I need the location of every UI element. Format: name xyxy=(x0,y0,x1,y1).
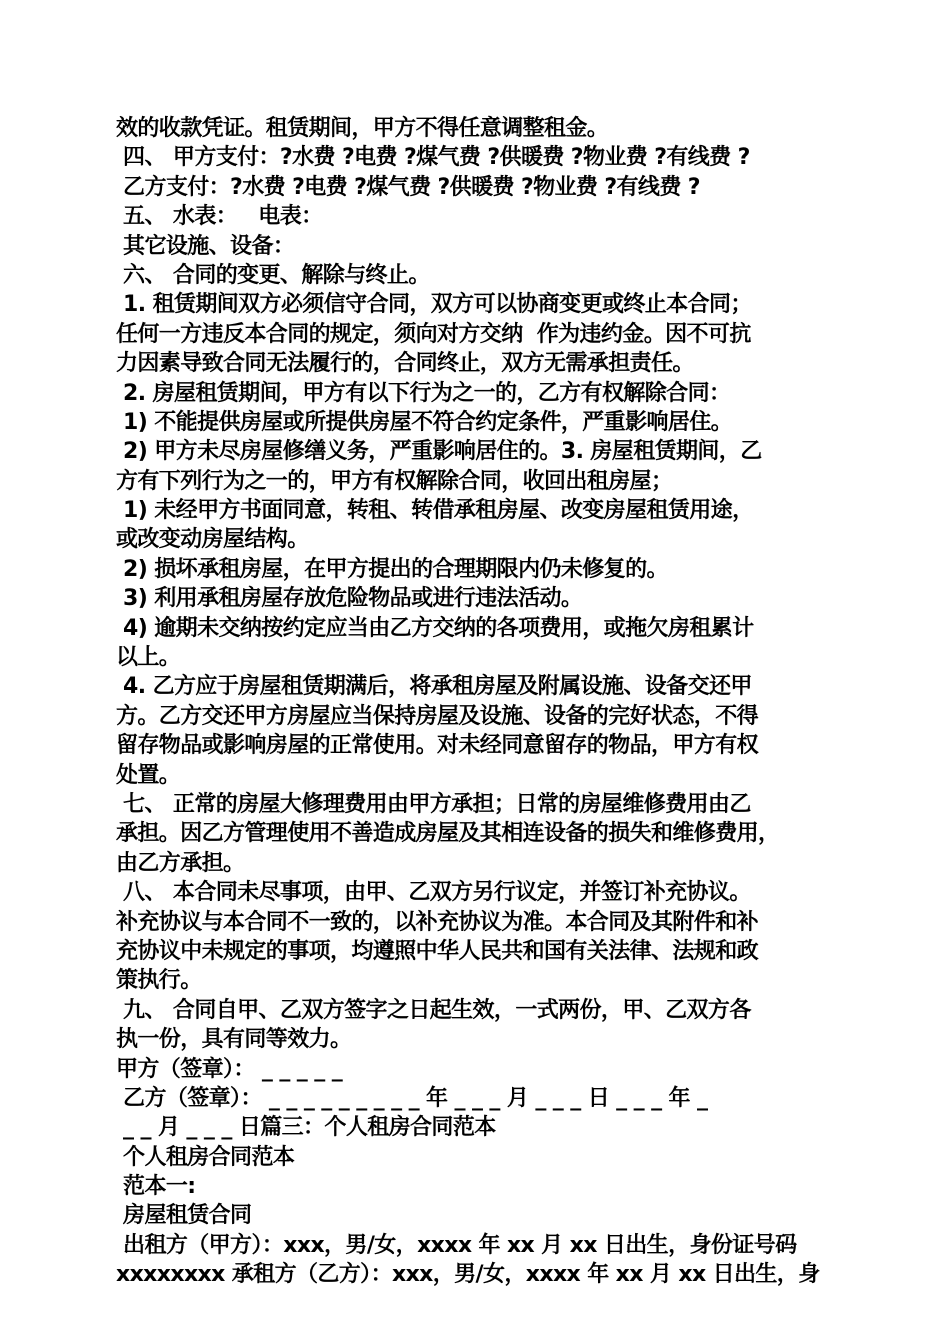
text-line: 五、 水表： 电表： xyxy=(116,204,323,230)
text-line: 效的收款凭证。租赁期间，甲方不得任意调整租金。 xyxy=(116,116,609,141)
text-line: 1. 租赁期间双方必须信守合同，双方可以协商变更或终止本合同； xyxy=(116,292,752,318)
text-line: 策执行。 xyxy=(116,968,202,994)
text-line: 充协议中未规定的事项，均遵照中华人民共和国有关法律、法规和政 xyxy=(116,938,759,964)
text-line: 方。乙方交还甲方房屋应当保持房屋及设施、设备的完好状态，不得 xyxy=(116,703,759,729)
text-line: 乙方支付：?水费 ?电费 ?煤气费 ?供暖费 ?物业费 ?有线费 ? xyxy=(116,174,700,200)
text-line: 处置。 xyxy=(116,762,181,788)
text-line: 4. 乙方应于房屋租赁期满后，将承租房屋及附属设施、设备交还甲 xyxy=(116,674,752,700)
section-heading: 个人租房合同范本 xyxy=(116,1144,295,1170)
text-line: 由乙方承担。 xyxy=(116,850,245,876)
text-line: 执一份，具有同等效力。 xyxy=(116,1027,352,1053)
text-line: 力因素导致合同无法履行的，合同终止，双方无需承担责任。 xyxy=(116,351,694,377)
text-line: 任何一方违反本合同的规定，须向对方交纳 作为违约金。因不可抗 xyxy=(116,321,751,347)
text-line: 或改变动房屋结构。 xyxy=(116,527,309,553)
text-line: 其它设施、设备： xyxy=(116,233,295,259)
text-line: 四、 甲方支付：?水费 ?电费 ?煤气费 ?供暖费 ?物业费 ?有线费 ? xyxy=(116,145,750,171)
text-line: 2. 房屋租赁期间，甲方有以下行为之一的，乙方有权解除合同： xyxy=(116,380,731,406)
text-line: 九、 合同自甲、乙双方签字之日起生效，一式两份，甲、乙双方各 xyxy=(116,997,751,1023)
signature-line-party-b: 乙方（签章）： _ _ _ _ _ _ _ _ _ 年 _ _ _ 月 _ _ _ 日 _ _ _ 年 _ xyxy=(116,1085,708,1111)
text-line: 六、 合同的变更、解除与终止。 xyxy=(116,262,430,288)
text-line: 2) 甲方未尽房屋修缮义务，严重影响居住的。3. 房屋租赁期间，乙 xyxy=(116,439,762,465)
text-line: 出租方（甲方）：xxx，男/女，xxxx 年 xx 月 xx 日出生，身份证号码 xyxy=(116,1232,797,1258)
text-line: 1) 未经甲方书面同意，转租、转借承租房屋、改变房屋租赁用途， xyxy=(116,498,754,524)
contract-title: 房屋租赁合同 xyxy=(116,1203,252,1229)
text-line: 以上。 xyxy=(116,645,181,671)
text-line: 4) 逾期未交纳按约定应当由乙方交纳的各项费用，或拖欠房租累计 xyxy=(116,615,754,641)
text-line: xxxxxxxx 承租方（乙方）：xxx，男/女，xxxx 年 xx 月 xx 日出生，身 xyxy=(116,1262,820,1288)
text-line: 3) 利用承租房屋存放危险物品或进行违法活动。 xyxy=(116,586,583,612)
text-line: 1) 不能提供房屋或所提供房屋不符合约定条件，严重影响居住。 xyxy=(116,409,733,435)
text-line: 方有下列行为之一的，甲方有权解除合同，收回出租房屋； xyxy=(116,468,673,494)
signature-line-party-a: 甲方（签章）： _ _ _ _ _ xyxy=(116,1056,343,1082)
text-line: 留存物品或影响房屋的正常使用。对未经同意留存的物品，甲方有权 xyxy=(116,733,759,759)
text-line: 范本一: xyxy=(116,1174,196,1200)
text-line: 七、 正常的房屋大修理费用由甲方承担；日常的房屋维修费用由乙 xyxy=(116,791,751,817)
text-line: 补充协议与本合同不一致的，以补充协议为准。本合同及其附件和补 xyxy=(116,909,759,935)
text-line: _ _ 月 _ _ _ 日篇三：个人租房合同范本 xyxy=(116,1115,496,1141)
contract-text xyxy=(116,114,846,1290)
text-line: 承担。因乙方管理使用不善造成房屋及其相连设备的损失和维修费用， xyxy=(116,821,780,847)
text-line: 2) 损坏承租房屋，在甲方提出的合理期限内仍未修复的。 xyxy=(116,556,668,582)
text-line: 八、 本合同未尽事项，由甲、乙双方另行议定，并签订补充协议。 xyxy=(116,880,751,906)
